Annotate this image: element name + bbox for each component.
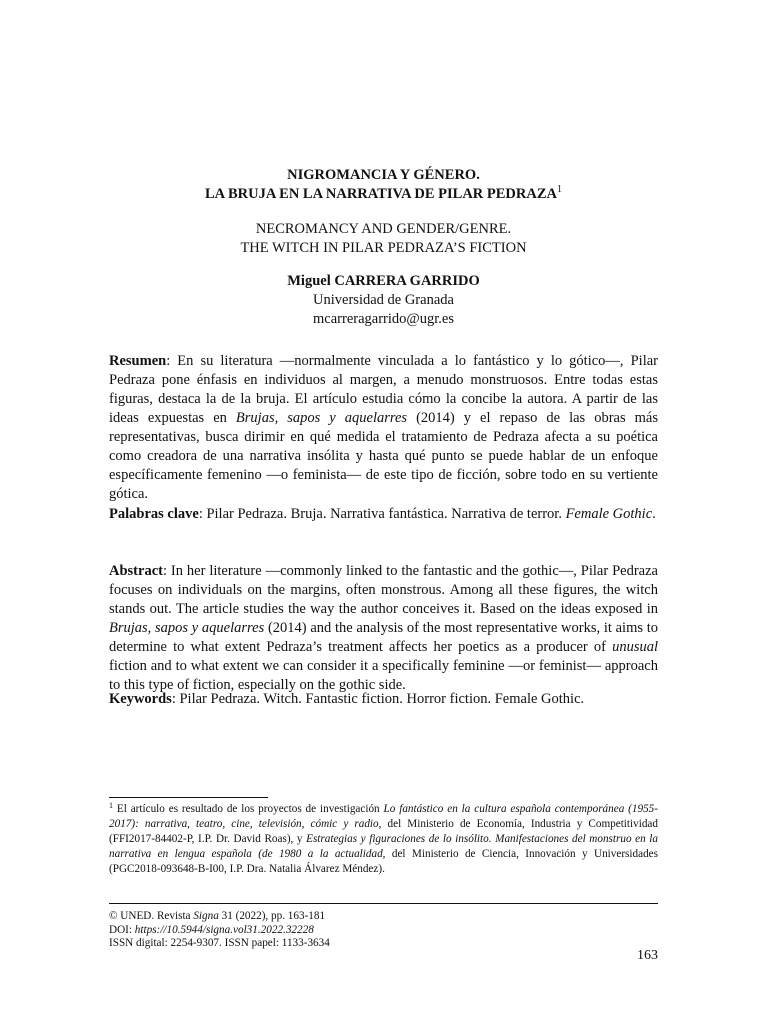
page-number: 163: [637, 948, 658, 963]
footer-citation: [109, 910, 658, 924]
footer-doi-label: DOI:: [109, 923, 135, 936]
title-line-1: NIGROMANCIA Y GÉNERO.: [287, 167, 480, 183]
resumen-paragraph: [109, 352, 658, 504]
palabras-clave-italic: Female Gothic: [565, 506, 653, 522]
palabras-clave-end: .: [652, 506, 656, 522]
abstract-paragraph: [109, 562, 658, 695]
footnote-italic-2: Estrategias y figuraciones de lo insólito. Manifestaciones del monstruo en la narrativa en lengua española (de 1980 a la actualidad: [109, 833, 658, 860]
article-subtitle-english: [109, 220, 658, 258]
resumen-label: Resumen: [109, 353, 167, 369]
footnote-1: [109, 802, 658, 877]
abstract-text-1: : In her literature —commonly linked to the fantastic and the gothic—, Pilar Pedraza focuses on individuals on the margins, often monstrous. Among all these figures, the witch stands out. The article studies the way the author conceives it. Based on the ideas exposed in: [109, 563, 658, 617]
resumen-text-1: : En su literatura —normalmente vinculada a lo fantástico y lo gótico—, Pilar Pedraza pone énfasis en individuos al margen, a menudo monstruosos. Entre todas estas figuras, destaca la de la bruja. El artículo estudia cómo la concibe la autora. A partir de las ideas expuestas en: [109, 353, 658, 426]
resumen-italic-title: Brujas, sapos y aquelarres: [235, 410, 408, 426]
footer-separator: [109, 903, 658, 904]
title-footnote-ref[interactable]: 1: [556, 184, 562, 195]
abstract-text-2: (2014) and the analysis of the most representative works, it aims to determine to what extent Pedraza’s treatment affects her poetics as a producer of: [109, 620, 659, 655]
resumen-text-2: (2014) y el repaso de las obras más representativas, busca dirimir en qué medida el tratamiento de Pedraza afecta a su poética como creadora de una narrativa insólita y hasta qué punto se puede hablar de un enfoque específicamente femenino —o feminista— de este tipo de ficción, sobre todo en su vertiente gótica.: [109, 410, 658, 502]
abstract-text-3: fiction and to what extent we can consider it a specifically feminine —or feminist— approach to this type of fiction, especially on the gothic side.: [109, 658, 658, 693]
title-line-2: [109, 185, 658, 204]
footer-journal-name: Signa: [193, 910, 219, 922]
author-affiliation: Universidad de Granada: [313, 292, 454, 308]
abstract-italic-title: Brujas, sapos y aquelarres: [109, 620, 265, 636]
footnote-italic-1: Lo fantástico en la cultura española contemporánea (1955-2017): narrativa, teatro, cine, televisión, cómic y radio: [109, 803, 659, 830]
title-line-2-text: LA BRUJA EN LA NARRATIVA DE PILAR PEDRAZA: [205, 186, 557, 202]
palabras-clave-label: Palabras clave: [109, 506, 199, 522]
subtitle-line-2: THE WITCH IN PILAR PEDRAZA’S FICTION: [240, 240, 527, 256]
footer-doi-link[interactable]: https://10.5944/signa.vol31.2022.32228: [134, 923, 314, 936]
article-title: [109, 166, 658, 204]
author-email[interactable]: mcarreragarrido@ugr.es: [313, 311, 454, 327]
palabras-clave-paragraph: [109, 505, 658, 524]
footer-doi: [109, 924, 658, 938]
footnote-text-3: , del Ministerio de Ciencia, Innovación y Universidades (PGC2018-093648-B-I00, I.P. Dra. Natalia Álvarez Méndez).: [109, 848, 658, 875]
palabras-clave-text: : Pilar Pedraza. Bruja. Narrativa fantástica. Narrativa de terror.: [198, 506, 566, 522]
footnote-number: 1: [109, 801, 113, 810]
footer-citation-pre: © UNED. Revista: [109, 910, 194, 922]
footnote-text-1: El artículo es resultado de los proyectos de investigación: [113, 803, 384, 815]
abstract-italic-unusual: unusual: [612, 639, 658, 655]
footnote-text-2: , del Ministerio de Economía, Industria y Competitividad (FFI2017-84402-P, I.P. Dr. David Roas), y: [109, 818, 658, 845]
subtitle-line-1: NECROMANCY AND GENDER/GENRE.: [255, 221, 512, 237]
footer-citation-post: 31 (2022), pp. 163-181: [218, 910, 326, 922]
author-name: Miguel CARRERA GARRIDO: [287, 273, 480, 289]
footnote-separator: [109, 797, 268, 798]
abstract-label: Abstract: [109, 563, 163, 579]
footer-issn: ISSN digital: 2254-9307. ISSN papel: 1133-3634: [109, 937, 330, 949]
author-block: [109, 272, 658, 329]
keywords-paragraph: [109, 690, 658, 709]
keywords-label: Keywords: [109, 691, 172, 707]
journal-footer: [109, 910, 658, 951]
keywords-text: : Pilar Pedraza. Witch. Fantastic fiction. Horror fiction. Female Gothic.: [171, 691, 585, 707]
